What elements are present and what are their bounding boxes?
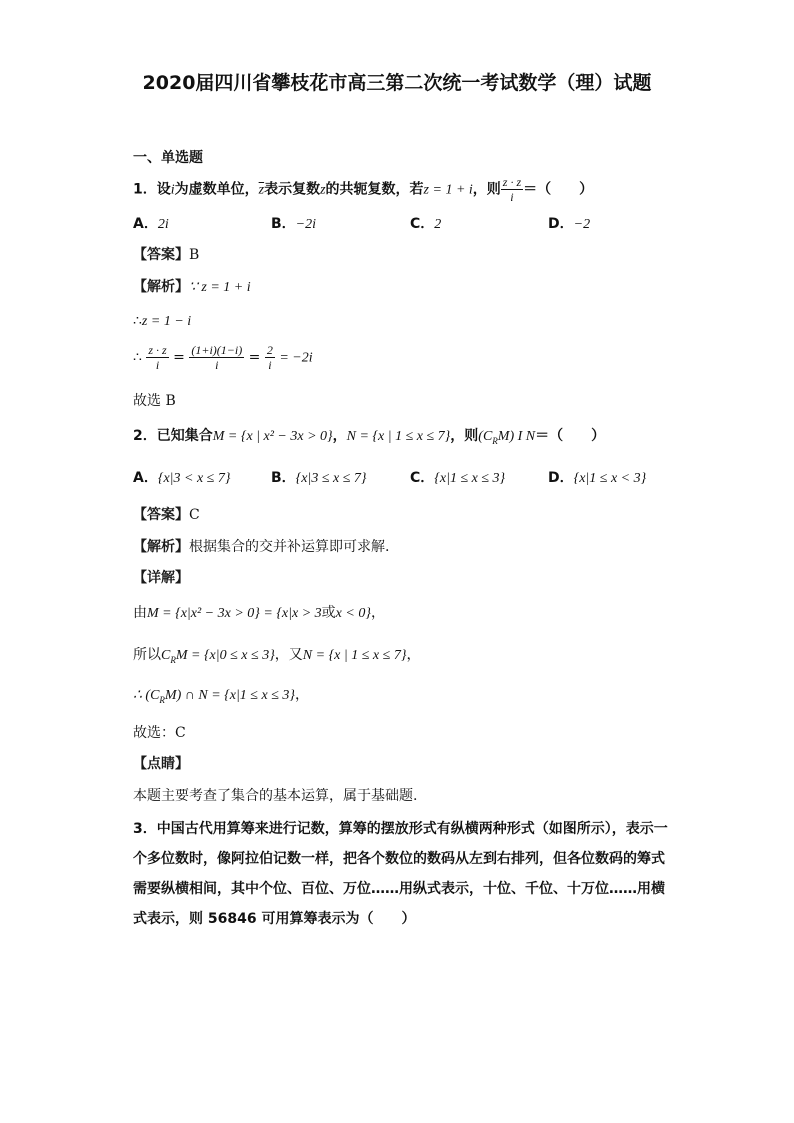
section-heading: 一、单选题 <box>133 150 203 166</box>
q1-fraction: $\frac{z \cdot z}{i}$ <box>502 175 522 204</box>
page-title: 2020届四川省攀枝花市高三第二次统一考试数学（理）试题 <box>142 72 652 94</box>
q2-conclusion: 故选：C <box>133 725 186 741</box>
q3-line1: 3．中国古代用算筹来进行记数，算筹的摆放形式有纵横两种形式（如图所示），表示一 <box>133 821 668 837</box>
q1-i: i <box>170 182 175 198</box>
q2-detail-line3: ∴ $(C_RM)$ ∩ N = {x|1 ≤ x ≤ 3}， <box>133 687 309 705</box>
q2-analysis: 【解析】根据集合的交并补运算即可求解. <box>133 539 390 555</box>
q1-z: z <box>320 182 326 198</box>
q2-option-b: B．{x|3 ≤ x ≤ 7} <box>271 470 367 486</box>
q1-analysis-line1: 【解析】∵ z = 1 + i <box>133 279 251 295</box>
q2-option-c: C．{x|1 ≤ x ≤ 3} <box>410 470 506 486</box>
q1-analysis-line2: ∴z = 1 − i <box>133 313 192 329</box>
q3-line3: 需要纵横相间，其中个位、百位、万位……用纵式表示，十位、千位、十万位……用横 <box>133 881 665 897</box>
q2-comment: 本题主要考查了集合的基本运算，属于基础题. <box>133 788 418 804</box>
q3-line2: 个多位数时，像阿拉伯记数一样，把各个数位的数码从左到右排列，但各位数码的筹式 <box>133 851 665 867</box>
q2-option-d: D．{x|1 ≤ x < 3} <box>548 470 647 486</box>
q2-detail-line1: 由M = {x|x² − 3x > 0} = {x|x > 3或x < 0}， <box>133 605 385 621</box>
q1-analysis-line3: ∴ $\frac{z \cdot z}{i}$ = $\frac{(1+i)(1-i)}{i}$ = $\frac{2}{i}$ = −2i <box>133 343 313 372</box>
q2-option-a: A．{x|3 < x ≤ 7} <box>133 470 231 486</box>
q1-option-b: B．−2i <box>271 216 317 232</box>
q1-option-d: D．−2 <box>548 216 591 232</box>
question-1-stem <box>133 175 593 204</box>
q1-stem-f: ＝（ ） <box>523 181 594 198</box>
q1-option-a: A．2i <box>133 216 169 232</box>
q1-option-c: C．2 <box>410 216 442 232</box>
question-2-stem: 2．已知集合M = {x | x² − 3x > 0}，N = {x | 1 ≤ x ≤ 7}，则$(C_RM)$ I N＝（ ） <box>133 428 606 446</box>
q3-line4: 式表示，则 56846 可用算筹表示为（ ） <box>133 911 416 927</box>
q2-detail-tag: 【详解】 <box>133 570 189 586</box>
q1-stem-e: ，则 <box>472 181 501 198</box>
q1-stem-b: 为虚数单位， <box>174 181 259 198</box>
q2-comment-tag: 【点睛】 <box>133 756 189 772</box>
q1-conclusion: 故选 B <box>133 393 176 409</box>
q1-answer: 【答案】B <box>133 247 200 263</box>
q2-answer: 【答案】C <box>133 507 200 523</box>
q1-stem-d: 的共轭复数，若 <box>325 181 424 198</box>
q1-condition: z = 1 + i <box>423 182 473 198</box>
q2-detail-line2: 所以$C_RM = \{x|0 \le x \le 3\}$，又N = {x | 1 ≤ x ≤ 7}， <box>133 647 421 665</box>
q1-stem-c: 表示复数 <box>264 181 321 198</box>
q1-zbar: $\overline{z}$ <box>258 182 265 198</box>
q1-stem-a: 1．设 <box>133 181 171 198</box>
